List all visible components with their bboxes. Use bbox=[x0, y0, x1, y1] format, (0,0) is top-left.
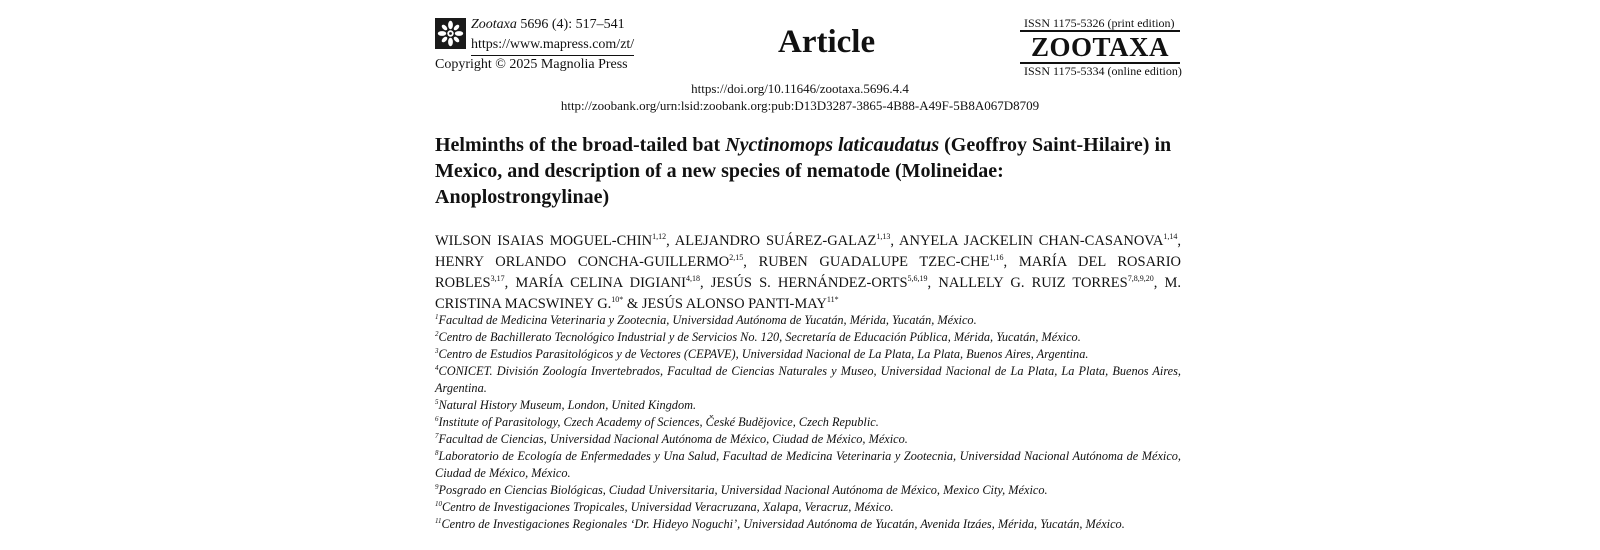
title-species-name: Nyctinomops laticaudatus bbox=[725, 134, 940, 156]
affiliation-number: 9 bbox=[435, 482, 439, 491]
affiliation-text: CONICET. División Zoología Invertebrados, Facultad de Ciencias Naturales y Museo, Universidad Nacional de La Plata, La Plata, Buenos Aires, Argentina. bbox=[435, 364, 1181, 395]
doi-link[interactable]: https://doi.org/10.11646/zootaxa.5696.4.4 bbox=[691, 81, 909, 96]
author-separator: , bbox=[927, 275, 939, 291]
affiliation-item bbox=[435, 431, 1181, 448]
author-name: ALEJANDRO SUÁREZ-GALAZ bbox=[674, 233, 877, 249]
author-name: JESÚS S. HERNÁNDEZ-ORTS bbox=[710, 275, 908, 291]
author-affiliation-marker: 5,6,19 bbox=[907, 274, 928, 284]
affiliation-text: Centro de Bachillerato Tecnológico Industrial y de Servicios No. 120, Secretaría de Educación Pública, Mérida, Yucatán, México. bbox=[438, 330, 1081, 344]
affiliation-text: Centro de Investigaciones Tropicales, Universidad Veracruzana, Xalapa, Veracruz, México. bbox=[442, 500, 894, 514]
affiliation-number: 3 bbox=[435, 346, 439, 355]
author-separator: , bbox=[743, 254, 759, 270]
journal-name: Zootaxa bbox=[471, 17, 517, 32]
zoobank-link[interactable]: http://zoobank.org/urn:lsid:zoobank.org:pub:D13D3287-3865-4B88-A49F-5B8A067D8709 bbox=[560, 98, 1040, 113]
journal-url-link[interactable]: https://www.mapress.com/zt/ bbox=[471, 36, 634, 56]
author-affiliation-marker: 1,13 bbox=[876, 232, 891, 242]
journal-issue: 5696 (4): 517–541 bbox=[516, 17, 625, 32]
affiliation-number: 2 bbox=[435, 329, 439, 338]
author-name: NALLELY G. RUIZ TORRES bbox=[938, 275, 1128, 291]
affiliation-list bbox=[435, 312, 1181, 533]
author-separator: , bbox=[1153, 275, 1165, 291]
author-separator: , bbox=[700, 275, 711, 291]
article-type-label: Article bbox=[778, 24, 876, 60]
author-affiliation-marker: 10* bbox=[611, 295, 624, 305]
author-affiliation-marker: 3,17 bbox=[490, 274, 505, 284]
affiliation-item bbox=[435, 346, 1181, 363]
author-list bbox=[435, 231, 1181, 315]
affiliation-item bbox=[435, 329, 1181, 346]
author-name: WILSON ISAIAS MOGUEL-CHIN bbox=[435, 233, 653, 249]
author-name: RUBEN GUADALUPE TZEC-CHE bbox=[758, 254, 990, 270]
affiliation-item bbox=[435, 516, 1181, 533]
author-separator: , bbox=[666, 233, 675, 249]
author-affiliation-marker: 1,14 bbox=[1163, 232, 1178, 242]
article-title bbox=[435, 132, 1181, 210]
author-affiliation-marker: 4,18 bbox=[686, 274, 700, 284]
affiliation-item bbox=[435, 312, 1181, 329]
affiliation-item bbox=[435, 482, 1181, 499]
affiliation-text: Posgrado en Ciencias Biológicas, Ciudad Universitaria, Universidad Nacional Autónoma de México, Mexico City, México. bbox=[438, 483, 1048, 497]
issn-print: ISSN 1175-5326 (print edition) bbox=[1024, 16, 1175, 30]
issn-online: ISSN 1175-5334 (online edition) bbox=[1024, 64, 1182, 78]
title-part-2: (Geoffroy Saint-Hilaire) in Mexico, and description of a new species of nematode (Molineidae: Anoplostrongylinae) bbox=[435, 134, 1172, 208]
author-name: M. CRISTINA MACSWINEY G. bbox=[435, 275, 1182, 312]
affiliation-text: Natural History Museum, London, United Kingdom. bbox=[438, 398, 697, 412]
author-separator: & bbox=[623, 296, 642, 312]
affiliation-text: Centro de Estudios Parasitológicos y de Vectores (CEPAVE), Universidad Nacional de La Plata, La Plata, Buenos Aires, Argentina. bbox=[438, 347, 1089, 361]
author-affiliation-marker: 11* bbox=[826, 295, 839, 305]
affiliation-text: Facultad de Ciencias, Universidad Nacional Autónoma de México, Ciudad de México, México. bbox=[438, 432, 908, 446]
author-affiliation-marker: 2,15 bbox=[729, 253, 744, 263]
author-separator: , bbox=[504, 275, 516, 291]
author-separator: , bbox=[1003, 254, 1019, 270]
affiliation-number: 11 bbox=[435, 516, 442, 525]
journal-brand: ZOOTAXA bbox=[1020, 30, 1180, 64]
author-name: HENRY ORLANDO CONCHA-GUILLERMO bbox=[435, 254, 730, 270]
magnolia-press-logo-icon bbox=[435, 18, 466, 49]
affiliation-number: 10 bbox=[435, 499, 442, 508]
affiliation-item bbox=[435, 363, 1181, 397]
affiliation-number: 4 bbox=[435, 363, 439, 372]
affiliation-number: 8 bbox=[435, 448, 439, 457]
author-name: MARÍA CELINA DIGIANI bbox=[515, 275, 686, 291]
affiliation-number: 7 bbox=[435, 431, 439, 440]
author-name: ANYELA JACKELIN CHAN-CASANOVA bbox=[899, 233, 1164, 249]
journal-citation bbox=[471, 16, 625, 34]
affiliation-item bbox=[435, 414, 1181, 431]
author-name: MARÍA DEL ROSARIO ROBLES bbox=[435, 254, 1182, 291]
affiliation-item bbox=[435, 397, 1181, 414]
affiliation-item bbox=[435, 448, 1181, 482]
affiliation-number: 5 bbox=[435, 397, 439, 406]
author-affiliation-marker: 1,16 bbox=[989, 253, 1004, 263]
author-affiliation-marker: 7,8,9,20 bbox=[1127, 274, 1154, 284]
affiliation-text: Facultad de Medicina Veterinaria y Zootecnia, Universidad Autónoma de Yucatán, Mérida, Yucatán, México. bbox=[438, 313, 977, 327]
author-affiliation-marker: 1,12 bbox=[652, 232, 667, 242]
author-separator: , bbox=[1177, 233, 1182, 249]
copyright-notice: Copyright © 2025 Magnolia Press bbox=[435, 57, 628, 72]
affiliation-text: Centro de Investigaciones Regionales ‘Dr. Hideyo Noguchi’, Universidad Autónoma de Yucatán, Avenida Itzáes, Mérida, Yucatán, México. bbox=[441, 517, 1125, 531]
affiliation-text: Laboratorio de Ecología de Enfermedades y Una Salud, Facultad de Medicina Veterinaria y Zootecnia, Universidad Nacional Autónoma de México, Ciudad de México, México. bbox=[435, 449, 1181, 480]
affiliation-item bbox=[435, 499, 1181, 516]
affiliation-number: 6 bbox=[435, 414, 439, 423]
affiliation-number: 1 bbox=[435, 312, 439, 321]
author-separator: , bbox=[890, 233, 900, 249]
title-part-1: Helminths of the broad-tailed bat bbox=[435, 134, 726, 156]
affiliation-text: Institute of Parasitology, Czech Academy of Sciences, České Budějovice, Czech Republic. bbox=[438, 415, 879, 429]
author-name: JESÚS ALONSO PANTI-MAY bbox=[641, 296, 827, 312]
